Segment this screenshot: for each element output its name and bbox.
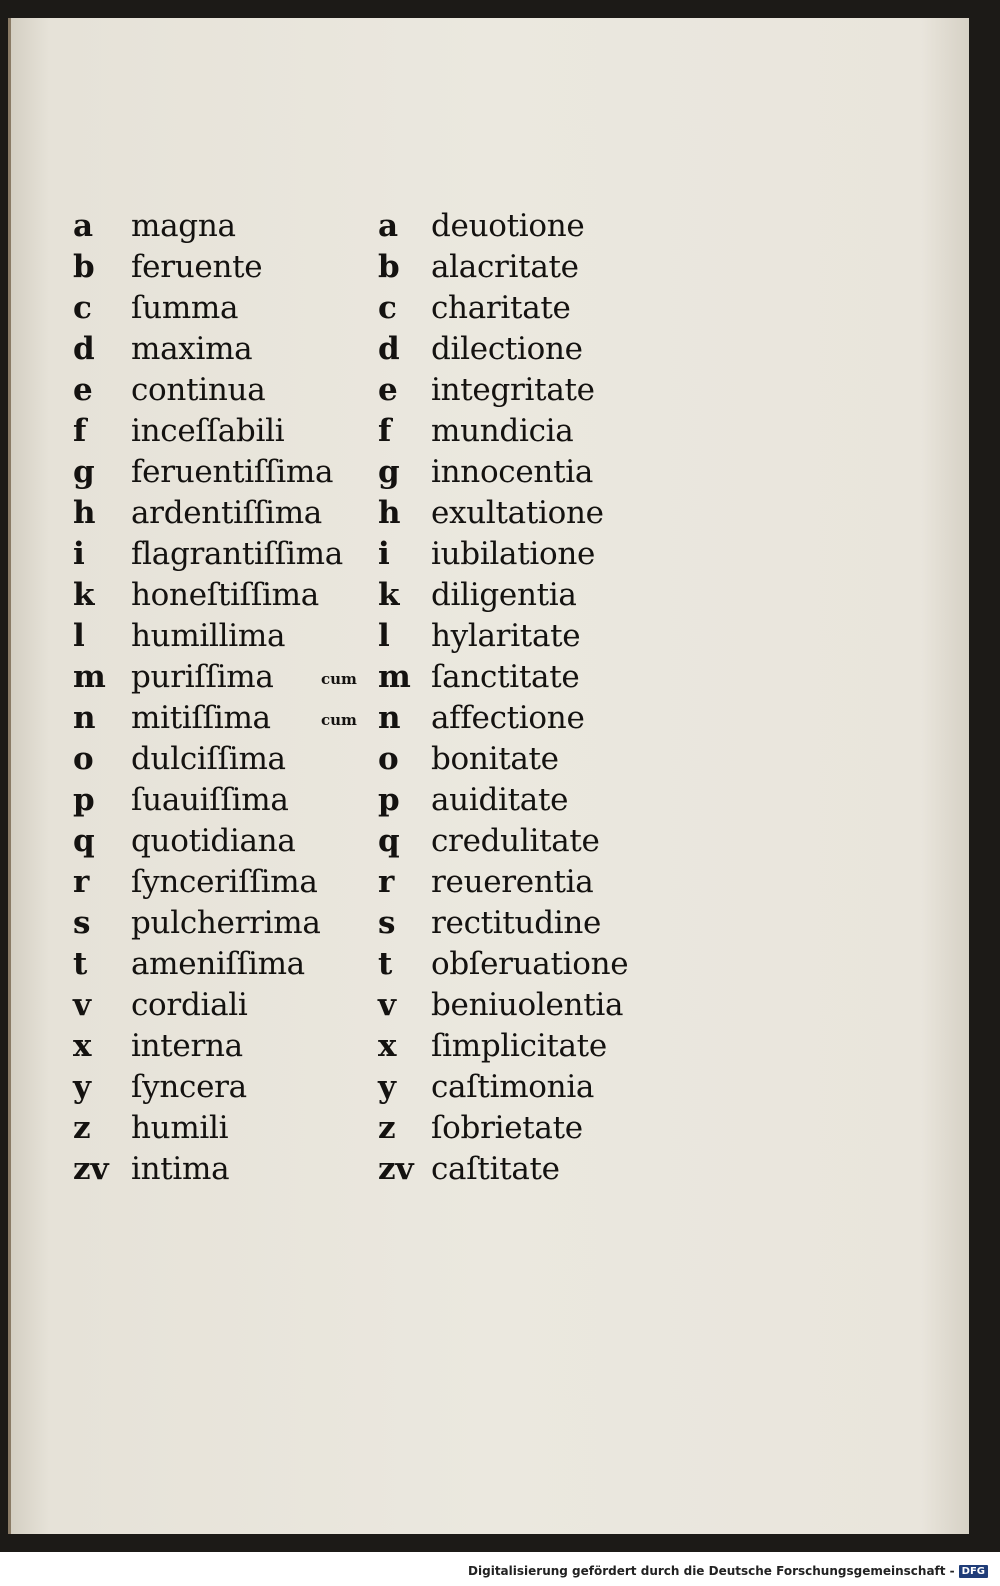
latin-word: humili xyxy=(131,1110,229,1146)
index-letter: f xyxy=(378,413,392,449)
latin-word: feruentiſſima xyxy=(131,454,334,490)
index-letter: g xyxy=(73,454,95,490)
index-letter: s xyxy=(73,905,91,941)
index-letter: p xyxy=(73,782,95,818)
latin-word: puriſſima xyxy=(131,659,274,695)
index-letter: q xyxy=(73,823,95,859)
credit-text: Digitalisierung gefördert durch die Deutsche Forschungsgemeinschaft - xyxy=(468,1564,955,1578)
index-letter: e xyxy=(73,372,93,408)
latin-word: dilectione xyxy=(431,331,583,367)
latin-word: honeſtiſſima xyxy=(131,577,319,613)
latin-word: pulcherrima xyxy=(131,905,321,941)
index-letter: x xyxy=(378,1028,397,1064)
index-letter: r xyxy=(378,864,395,900)
index-letter: zv xyxy=(73,1151,109,1187)
latin-word: mitiſſima xyxy=(131,700,271,736)
index-letter: q xyxy=(378,823,400,859)
latin-word: exultatione xyxy=(431,495,604,531)
latin-word: innocentia xyxy=(431,454,594,490)
index-letter: t xyxy=(73,946,88,982)
index-letter: k xyxy=(73,577,95,613)
latin-word: ſumma xyxy=(131,290,239,326)
latin-word: magna xyxy=(131,208,236,244)
index-letter: y xyxy=(378,1069,397,1105)
index-letter: g xyxy=(378,454,400,490)
latin-word: ſuauiſſima xyxy=(131,782,289,818)
index-letter: v xyxy=(73,987,92,1023)
latin-word: ſyncera xyxy=(131,1069,247,1105)
latin-word: reuerentia xyxy=(431,864,594,900)
latin-word: mundicia xyxy=(431,413,574,449)
index-letter: v xyxy=(378,987,397,1023)
index-letter: m xyxy=(73,659,106,695)
index-letter: h xyxy=(73,495,96,531)
latin-word: rectitudine xyxy=(431,905,602,941)
latin-word: continua xyxy=(131,372,266,408)
index-letter: c xyxy=(378,290,397,326)
latin-word: deuotione xyxy=(431,208,585,244)
latin-word: charitate xyxy=(431,290,571,326)
index-letter: c xyxy=(73,290,92,326)
index-letter: r xyxy=(73,864,90,900)
latin-word: caſtimonia xyxy=(431,1069,595,1105)
digitization-credit xyxy=(468,1564,988,1578)
index-letter: n xyxy=(378,700,401,736)
book-page xyxy=(8,18,969,1534)
latin-word: maxima xyxy=(131,331,253,367)
latin-word: quotidiana xyxy=(131,823,296,859)
latin-word: inceſſabili xyxy=(131,413,285,449)
latin-word: obſeruatione xyxy=(431,946,629,982)
latin-word: alacritate xyxy=(431,249,579,285)
index-letter: z xyxy=(378,1110,396,1146)
index-letter: f xyxy=(73,413,87,449)
index-letter: h xyxy=(378,495,401,531)
cum-prefix: cum xyxy=(321,711,357,729)
latin-word: ſimplicitate xyxy=(431,1028,607,1064)
latin-word: humillima xyxy=(131,618,286,654)
index-letter: z xyxy=(73,1110,91,1146)
latin-word: intima xyxy=(131,1151,230,1187)
latin-word: hylaritate xyxy=(431,618,581,654)
latin-word: ameniſſima xyxy=(131,946,305,982)
index-letter: x xyxy=(73,1028,92,1064)
index-letter: d xyxy=(73,331,95,367)
index-letter: p xyxy=(378,782,400,818)
latin-word: beniuolentia xyxy=(431,987,624,1023)
latin-word: cordiali xyxy=(131,987,248,1023)
dfg-logo: DFG xyxy=(959,1565,988,1578)
index-letter: m xyxy=(378,659,411,695)
index-letter: o xyxy=(378,741,399,777)
index-letter: a xyxy=(378,208,399,244)
latin-word: ſanctitate xyxy=(431,659,580,695)
index-letter: e xyxy=(378,372,398,408)
cum-prefix: cum xyxy=(321,670,357,688)
latin-word: ardentiſſima xyxy=(131,495,322,531)
index-letter: l xyxy=(378,618,390,654)
latin-word: flagrantiſſima xyxy=(131,536,343,572)
index-letter: i xyxy=(378,536,390,572)
latin-word: ſobrietate xyxy=(431,1110,583,1146)
latin-word: auiditate xyxy=(431,782,569,818)
index-letter: a xyxy=(73,208,94,244)
index-letter: y xyxy=(73,1069,92,1105)
index-letter: t xyxy=(378,946,393,982)
index-letter: l xyxy=(73,618,85,654)
index-letter: i xyxy=(73,536,85,572)
latin-word: diligentia xyxy=(431,577,577,613)
index-letter: k xyxy=(378,577,400,613)
index-letter: zv xyxy=(378,1151,414,1187)
latin-word: caſtitate xyxy=(431,1151,560,1187)
latin-word: ſynceriſſima xyxy=(131,864,318,900)
latin-word: affectione xyxy=(431,700,585,736)
index-letter: d xyxy=(378,331,400,367)
index-letter: n xyxy=(73,700,96,736)
latin-word: iubilatione xyxy=(431,536,596,572)
index-letter: s xyxy=(378,905,396,941)
latin-word: integritate xyxy=(431,372,595,408)
index-letter: b xyxy=(378,249,400,285)
latin-word: bonitate xyxy=(431,741,559,777)
latin-word: interna xyxy=(131,1028,243,1064)
latin-word: dulciſſima xyxy=(131,741,286,777)
latin-word: credulitate xyxy=(431,823,600,859)
index-letter: o xyxy=(73,741,94,777)
index-letter: b xyxy=(73,249,95,285)
latin-word: feruente xyxy=(131,249,263,285)
